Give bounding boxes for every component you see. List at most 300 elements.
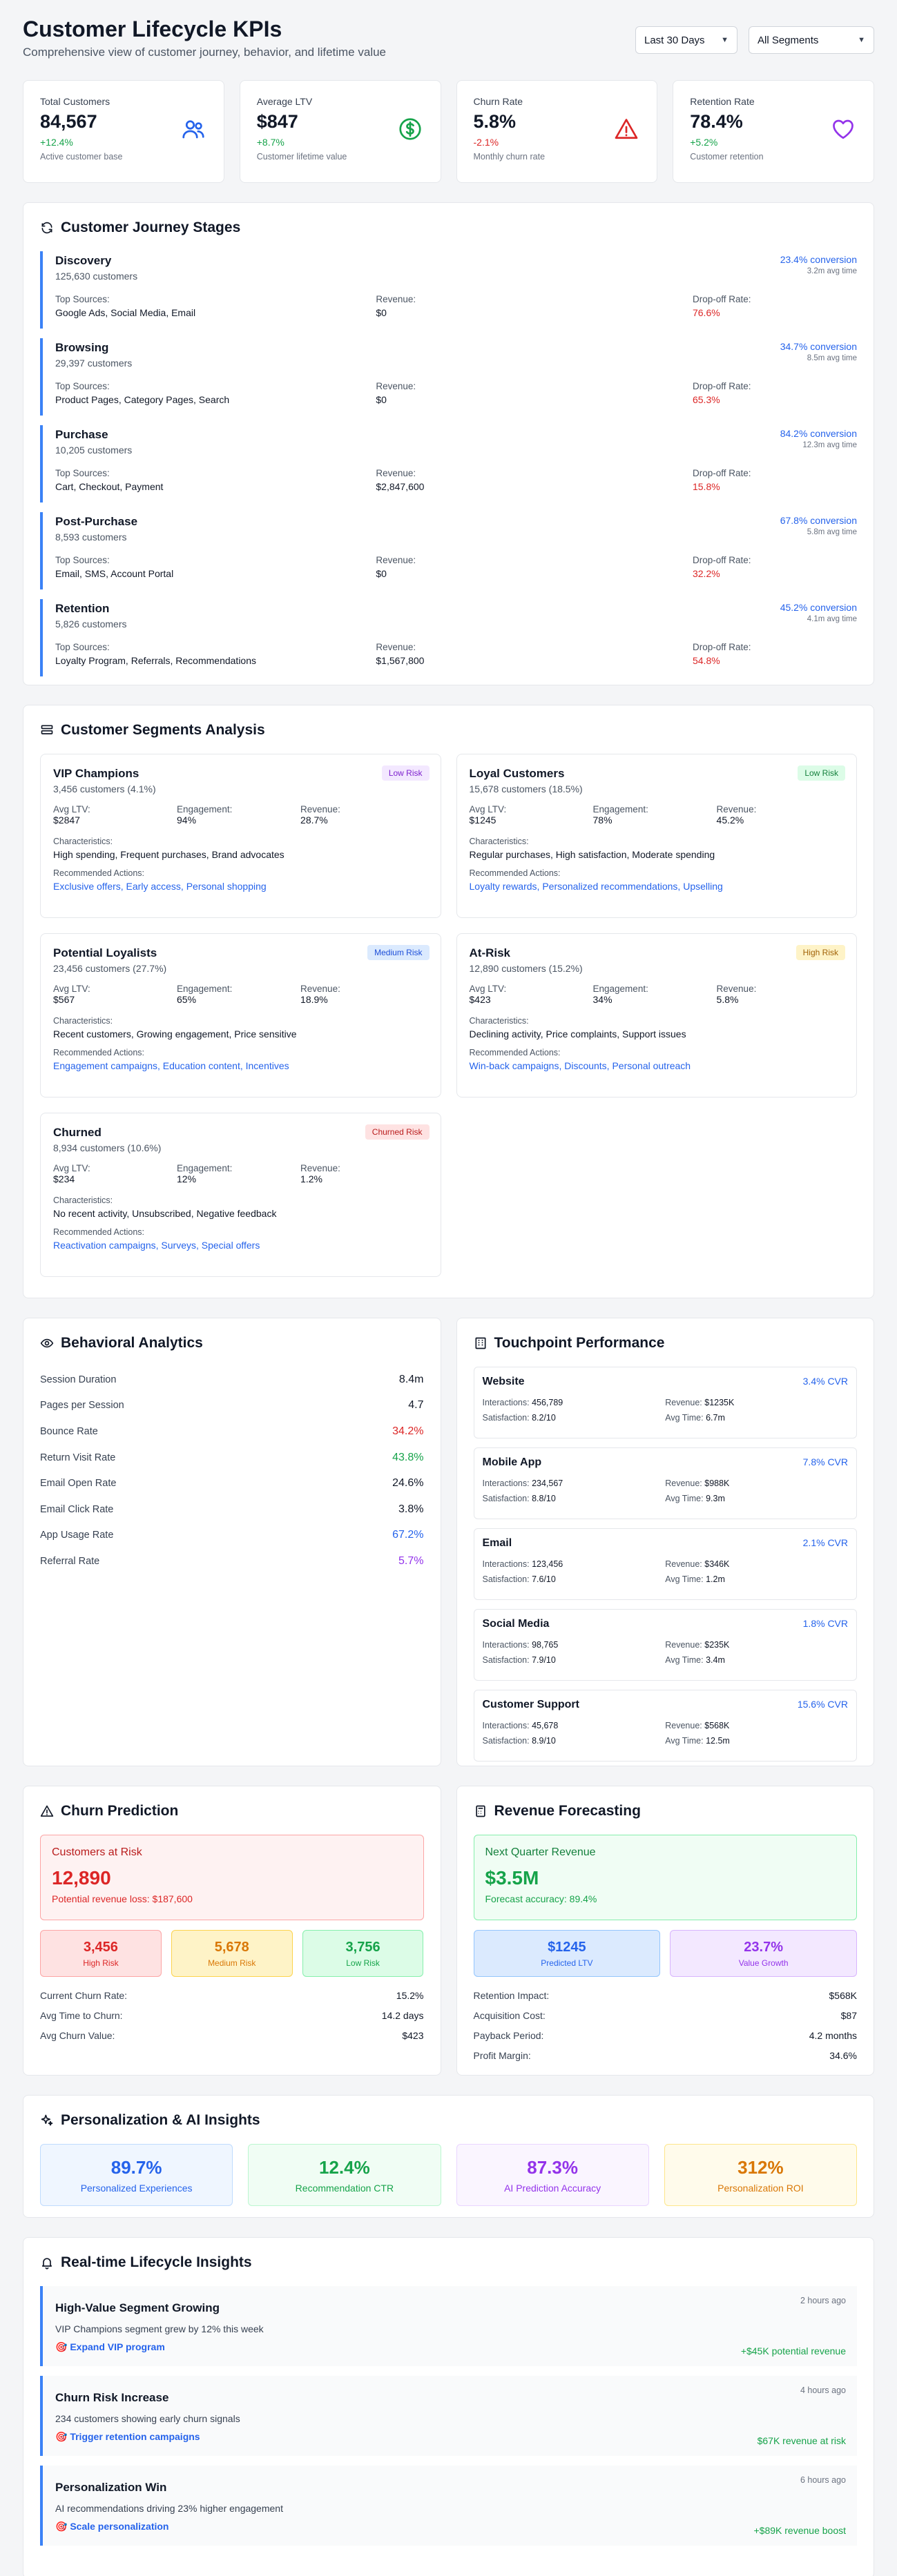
insight-card (40, 2286, 857, 2366)
stage-conversion (780, 515, 857, 536)
stage-sources (55, 555, 376, 579)
avg-time: 5.8m avg time (807, 528, 857, 536)
conversion-rate: 23.4% conversion (780, 254, 857, 265)
behavior-title: Behavioral Analytics (61, 1335, 203, 1351)
touchpoint-metrics (483, 1398, 849, 1423)
kpi-value: 84,567 (40, 111, 97, 132)
kpi-card-total-customers (23, 80, 224, 183)
behavior-label: Bounce Rate (40, 1425, 98, 1437)
tile-label: Value Growth (738, 1958, 789, 1968)
revenue-value: 1.2% (300, 1173, 322, 1184)
insight-impact: +$45K potential revenue (740, 2345, 846, 2357)
refresh-icon (40, 221, 54, 235)
touchpoint-avg-time (665, 1413, 848, 1423)
segment-name: Churned (53, 1126, 102, 1139)
dropoff-value: 32.2% (692, 568, 720, 579)
page-subtitle: Comprehensive view of customer journey, behavior, and lifetime value (23, 46, 387, 59)
segment-revenue (300, 1163, 424, 1184)
revenue-value: $1,567,800 (376, 655, 425, 666)
tile-label: Personalization ROI (717, 2182, 804, 2194)
behavior-value: 67.2% (392, 1529, 424, 1541)
engagement-label: Engagement: (177, 1163, 233, 1173)
dropoff-value: 15.8% (692, 481, 720, 492)
revenue-label: Revenue: (300, 1163, 340, 1173)
personalization-section-title (40, 2112, 857, 2129)
recommended-actions[interactable]: Exclusive offers, Early access, Personal shopping (53, 881, 267, 892)
satisfaction-value: 8.8/10 (532, 1494, 556, 1503)
dropoff-value: 65.3% (692, 394, 720, 405)
conversion-rate: 34.7% conversion (780, 341, 857, 352)
behavior-value: 8.4m (398, 1373, 424, 1385)
satisfaction-label: Satisfaction: (482, 1655, 530, 1665)
stage-metrics (55, 642, 857, 666)
tile-value: $1245 (548, 1939, 586, 1955)
segment-metrics (53, 1163, 428, 1184)
calculator-icon (474, 1804, 488, 1818)
insight-description: 234 customers showing early churn signals (55, 2413, 240, 2424)
touchpoint-metrics (483, 1559, 849, 1584)
stat-label: Acquisition Cost: (473, 2009, 546, 2021)
sources-value: Loyalty Program, Referrals, Recommendations (55, 655, 257, 666)
insight-impact: $67K revenue at risk (757, 2435, 846, 2446)
segment-count: 12,890 customers (15.2%) (469, 963, 583, 974)
insight-card (40, 2466, 857, 2546)
value-growth-tile (670, 1930, 857, 1977)
conversion-rate: 84.2% conversion (780, 428, 857, 439)
touchpoint-cvr: 7.8% CVR (802, 1456, 848, 1467)
insight-time: 2 hours ago (800, 2296, 846, 2305)
stage-sources (55, 468, 376, 492)
behavior-value: 24.6% (392, 1477, 424, 1490)
engagement-label: Engagement: (177, 984, 233, 994)
tile-value: 3,756 (345, 1939, 380, 1955)
satisfaction-value: 7.9/10 (532, 1655, 556, 1665)
insight-card (40, 2376, 857, 2456)
characteristics-value: High spending, Frequent purchases, Brand advocates (53, 849, 284, 860)
journey-stage-retention (40, 599, 857, 676)
sources-value: Google Ads, Social Media, Email (55, 307, 196, 318)
avg-time-value: 9.3m (706, 1494, 725, 1503)
ltv-label: Avg LTV: (469, 984, 507, 994)
tile-label: High Risk (83, 1958, 119, 1968)
segment-grid (40, 754, 857, 1277)
insight-impact: +$89K revenue boost (753, 2525, 846, 2536)
behavior-list (40, 1367, 424, 1574)
dropoff-label: Drop-off Rate: (692, 381, 751, 391)
stat-value: $87 (840, 2009, 857, 2021)
stat-label: Avg Time to Churn: (40, 2009, 123, 2021)
behavior-row (40, 1496, 424, 1523)
tile-value: 3,456 (83, 1939, 118, 1955)
kpi-value: 5.8% (473, 111, 517, 132)
segment-ltv (53, 984, 177, 1005)
behavior-value: 5.7% (398, 1554, 424, 1567)
revenue-label: Revenue: (665, 1721, 702, 1730)
period-select[interactable] (635, 26, 737, 54)
insight-description: AI recommendations driving 23% higher engagement (55, 2503, 283, 2514)
behavior-row (40, 1445, 424, 1471)
engagement-label: Engagement: (177, 804, 233, 814)
chevron-down-icon: ▼ (858, 36, 865, 44)
behavior-label: Referral Rate (40, 1555, 100, 1567)
interactions-label: Interactions: (482, 1398, 530, 1407)
recommended-actions[interactable]: Loyalty rewards, Personalized recommendations, Upselling (469, 881, 723, 892)
behavior-section-title (40, 1335, 424, 1352)
stage-revenue (376, 642, 693, 666)
segment-engagement (593, 984, 717, 1005)
predicted-ltv-tile (474, 1930, 661, 1977)
segment-metrics (53, 984, 428, 1005)
stage-dropoff (693, 642, 751, 666)
stat-row (474, 1985, 858, 2005)
kpi-change: -2.1% (473, 137, 499, 148)
stat-label: Avg Churn Value: (40, 2029, 115, 2041)
insight-title: Personalization Win (55, 2481, 167, 2494)
stage-customers: 29,397 customers (55, 358, 133, 369)
segment-select-value: All Segments (758, 34, 819, 46)
revenue-value: $235K (704, 1640, 730, 1650)
insight-action-label: Expand VIP program (70, 2341, 165, 2352)
behavior-touchpoint-row (23, 1318, 874, 1766)
ltv-label: Avg LTV: (53, 804, 90, 814)
insight-action-link[interactable] (55, 2521, 846, 2533)
revenue-label: Revenue: (376, 381, 416, 391)
segment-metrics (470, 804, 845, 826)
page-title: Customer Lifecycle KPIs (23, 17, 282, 41)
segment-engagement (177, 984, 300, 1005)
touchpoint-title: Touchpoint Performance (494, 1335, 665, 1351)
interactions-value: 98,765 (532, 1640, 559, 1650)
ltv-label: Avg LTV: (53, 984, 90, 994)
revenue-label: Revenue: (665, 1398, 702, 1407)
characteristics-value: Declining activity, Price complaints, Support issues (469, 1028, 686, 1040)
tile-value: 5,678 (214, 1939, 249, 1955)
touchpoint-interactions (483, 1721, 666, 1730)
kpi-change: +5.2% (690, 137, 718, 148)
touchpoint-satisfaction (483, 1574, 666, 1584)
touchpoint-satisfaction (483, 1494, 666, 1503)
characteristics-label: Characteristics: (53, 1196, 113, 1205)
risk-tiles (40, 1930, 424, 1977)
segment-ltv (470, 984, 593, 1005)
segment-name: VIP Champions (53, 767, 139, 780)
segment-engagement (177, 1163, 300, 1184)
personalized-experiences-tile (40, 2144, 233, 2206)
forecast-accuracy: Forecast accuracy: 89.4% (485, 1893, 597, 1904)
target-icon: 🎯 (55, 2521, 70, 2532)
stage-metrics (55, 381, 857, 405)
segment-metrics (470, 984, 845, 1005)
stage-conversion (780, 428, 857, 449)
touchpoint-cvr: 15.6% CVR (797, 1699, 848, 1710)
stat-value: 34.6% (829, 2049, 857, 2061)
kpi-label: Retention Rate (690, 96, 755, 107)
stat-value: $423 (402, 2029, 424, 2041)
at-risk-box (40, 1835, 424, 1920)
behavior-label: Email Open Rate (40, 1478, 117, 1490)
characteristics-label: Characteristics: (469, 1016, 529, 1026)
touchpoint-metrics (483, 1640, 849, 1665)
tile-value: 87.3% (527, 2156, 578, 2178)
journey-stage-browsing (40, 338, 857, 416)
risk-badge: High Risk (796, 945, 845, 960)
insight-time: 6 hours ago (800, 2475, 846, 2485)
segments-section (23, 705, 874, 1298)
touchpoint-satisfaction (483, 1655, 666, 1665)
touchpoint-interactions (483, 1398, 666, 1407)
eye-icon (40, 1336, 54, 1350)
tile-label: Predicted LTV (541, 1958, 593, 1968)
sparkles-icon (40, 2114, 54, 2127)
recommended-actions[interactable]: Reactivation campaigns, Surveys, Special offers (53, 1240, 260, 1251)
satisfaction-label: Satisfaction: (482, 1413, 530, 1423)
dropoff-value: 76.6% (692, 307, 720, 318)
recommended-actions[interactable]: Win-back campaigns, Discounts, Personal outreach (469, 1060, 691, 1071)
segment-name: Potential Loyalists (53, 946, 157, 959)
segment-select[interactable] (749, 26, 874, 54)
revenue-value: 5.8% (716, 994, 739, 1005)
stage-customers: 5,826 customers (55, 618, 127, 630)
behavior-row (40, 1470, 424, 1496)
forecast-section (456, 1786, 875, 2076)
insight-action-link[interactable] (55, 2341, 846, 2353)
satisfaction-value: 8.9/10 (532, 1736, 556, 1746)
tile-label: Recommendation CTR (295, 2182, 394, 2194)
stage-metrics (55, 555, 857, 579)
sources-label: Top Sources: (55, 555, 110, 565)
stage-sources (55, 294, 376, 318)
page-header (23, 0, 874, 80)
segment-revenue (717, 984, 840, 1005)
dropoff-value: 54.8% (692, 655, 720, 666)
touchpoint-cvr: 3.4% CVR (802, 1376, 848, 1387)
stat-value: 14.2 days (381, 2009, 424, 2021)
stage-name: Post-Purchase (55, 515, 138, 528)
stage-revenue (376, 381, 693, 405)
segment-revenue (300, 804, 424, 826)
revenue-value: $1235K (704, 1398, 735, 1407)
segment-count: 3,456 customers (4.1%) (53, 783, 156, 794)
dropoff-label: Drop-off Rate: (692, 642, 751, 652)
satisfaction-label: Satisfaction: (482, 1494, 530, 1503)
revenue-value: $2,847,600 (376, 481, 425, 492)
forecast-stats (474, 1985, 858, 2065)
tile-label: AI Prediction Accuracy (504, 2182, 601, 2194)
tile-label: Low Risk (346, 1958, 380, 1968)
engagement-value: 12% (177, 1173, 197, 1184)
kpi-label: Churn Rate (473, 96, 523, 107)
segment-name: At-Risk (469, 946, 511, 959)
personalization-section (23, 2095, 874, 2218)
touchpoint-card-social-media (474, 1609, 858, 1681)
risk-badge: Low Risk (798, 765, 845, 781)
revenue-value: $568K (704, 1721, 730, 1730)
behavior-value: 3.8% (398, 1503, 424, 1515)
stage-revenue (376, 468, 693, 492)
segment-name: Loyal Customers (469, 767, 565, 780)
behavior-label: Session Duration (40, 1374, 117, 1385)
stat-value: $568K (829, 1989, 857, 2001)
stat-row (474, 2045, 858, 2065)
touchpoint-revenue (665, 1398, 848, 1407)
segment-revenue (300, 984, 424, 1005)
kpi-value: 78.4% (690, 111, 743, 132)
touchpoint-avg-time (665, 1494, 848, 1503)
avg-time-value: 3.4m (706, 1655, 725, 1665)
tile-label: Personalized Experiences (80, 2182, 193, 2194)
revenue-value: 18.9% (300, 994, 328, 1005)
behavior-row (40, 1523, 424, 1549)
avg-time-value: 6.7m (706, 1413, 725, 1423)
at-risk-label: Customers at Risk (52, 1846, 142, 1858)
forecast-title: Revenue Forecasting (494, 1803, 641, 1819)
next-quarter-value: $3.5M (485, 1867, 539, 1889)
interactions-label: Interactions: (482, 1721, 530, 1730)
kpi-card-average-ltv (240, 80, 441, 183)
journey-title: Customer Journey Stages (61, 219, 241, 235)
touchpoint-name: Website (482, 1376, 525, 1387)
touchpoint-cvr: 1.8% CVR (802, 1618, 848, 1629)
touchpoint-name: Social Media (482, 1618, 550, 1630)
stat-label: Payback Period: (473, 2029, 544, 2041)
forecast-tiles (474, 1930, 858, 1977)
behavior-label: Pages per Session (40, 1400, 124, 1412)
sources-label: Top Sources: (55, 468, 110, 478)
stat-row (474, 2025, 858, 2045)
interactions-label: Interactions: (482, 1640, 530, 1650)
avg-time-label: Avg Time: (665, 1736, 704, 1746)
satisfaction-value: 7.6/10 (532, 1574, 556, 1584)
dropoff-label: Drop-off Rate: (692, 555, 751, 565)
revenue-label: Revenue: (665, 1559, 702, 1569)
target-icon: 🎯 (55, 2341, 70, 2352)
engagement-label: Engagement: (592, 804, 648, 814)
insight-action-link[interactable] (55, 2431, 846, 2443)
touchpoint-avg-time (665, 1736, 848, 1746)
risk-badge: Medium Risk (367, 945, 429, 960)
touchpoint-revenue (665, 1640, 848, 1650)
stage-dropoff (693, 468, 751, 492)
stage-customers: 125,630 customers (55, 271, 138, 282)
touchpoint-name: Email (482, 1537, 512, 1549)
engagement-value: 65% (177, 994, 197, 1005)
actions-label: Recommended Actions: (53, 1048, 145, 1057)
avg-time: 4.1m avg time (807, 615, 857, 623)
behavior-row (40, 1548, 424, 1574)
kpi-label: Total Customers (40, 96, 110, 107)
journey-stage-discovery (40, 251, 857, 329)
behavior-row (40, 1393, 424, 1419)
touchpoint-card-customer-support (474, 1690, 858, 1762)
tile-label: Medium Risk (208, 1958, 256, 1968)
churn-stats (40, 1985, 424, 2045)
conversion-rate: 45.2% conversion (780, 602, 857, 613)
interactions-label: Interactions: (482, 1559, 530, 1569)
stage-dropoff (693, 381, 751, 405)
behavior-label: Email Click Rate (40, 1503, 114, 1515)
stat-label: Profit Margin: (473, 2049, 531, 2061)
risk-badge: Churned Risk (365, 1124, 430, 1140)
journey-stages (40, 251, 857, 676)
segment-ltv (53, 1163, 177, 1184)
recommendation-ctr-tile (248, 2144, 441, 2206)
sources-label: Top Sources: (55, 294, 110, 304)
stage-conversion (780, 254, 857, 275)
engagement-value: 94% (177, 814, 197, 826)
sources-value: Email, SMS, Account Portal (55, 568, 174, 579)
behavior-value: 34.2% (392, 1425, 424, 1437)
touchpoint-section-title (474, 1335, 858, 1352)
insight-title: Churn Risk Increase (55, 2391, 169, 2404)
ltv-value: $567 (53, 994, 75, 1005)
behavior-value: 43.8% (392, 1451, 424, 1463)
behavior-section (23, 1318, 441, 1766)
satisfaction-value: 8.2/10 (532, 1413, 556, 1423)
revenue-label: Revenue: (300, 804, 340, 814)
personalization-roi-tile (664, 2144, 857, 2206)
kpi-subtext: Customer lifetime value (256, 152, 347, 162)
touchpoint-name: Customer Support (482, 1699, 579, 1710)
sources-label: Top Sources: (55, 642, 110, 652)
revenue-label: Revenue: (300, 984, 340, 994)
ltv-value: $1245 (469, 814, 496, 826)
segment-count: 15,678 customers (18.5%) (469, 783, 583, 794)
segment-card-loyal-customers (456, 754, 858, 918)
revenue-label: Revenue: (665, 1479, 702, 1488)
kpi-change: +8.7% (256, 137, 284, 148)
revenue-value: $0 (376, 568, 387, 579)
touchpoint-interactions (483, 1559, 666, 1569)
stage-name: Retention (55, 602, 110, 615)
touchpoint-metrics (483, 1479, 849, 1503)
forecast-section-title (474, 1803, 858, 1819)
touchpoint-avg-time (665, 1655, 848, 1665)
segments-section-title (40, 722, 857, 739)
kpi-card-retention-rate (673, 80, 874, 183)
stage-customers: 8,593 customers (55, 531, 127, 543)
kpi-subtext: Monthly churn rate (473, 152, 546, 162)
kpi-change: +12.4% (40, 137, 73, 148)
stat-row (40, 1985, 424, 2005)
kpi-subtext: Customer retention (690, 152, 764, 162)
building-icon (474, 1336, 488, 1350)
users-icon (181, 117, 206, 142)
touchpoint-revenue (665, 1479, 848, 1488)
tile-value: 89.7% (110, 2156, 162, 2178)
dropoff-label: Drop-off Rate: (692, 294, 751, 304)
recommended-actions[interactable]: Engagement campaigns, Education content, Incentives (53, 1060, 289, 1071)
actions-label: Recommended Actions: (469, 868, 561, 878)
segment-metrics (53, 804, 428, 826)
kpi-card-churn-rate (456, 80, 658, 183)
revenue-value: 45.2% (716, 814, 744, 826)
stage-sources (55, 642, 376, 666)
stage-conversion (780, 341, 857, 362)
characteristics-label: Characteristics: (53, 1016, 113, 1026)
kpi-value: $847 (256, 111, 298, 132)
insights-section-title (40, 2254, 857, 2271)
stage-name: Browsing (55, 341, 109, 354)
insight-action-label: Scale personalization (70, 2521, 169, 2532)
revenue-label: Revenue: (376, 468, 416, 478)
personalization-title: Personalization & AI Insights (61, 2112, 260, 2128)
segment-card-potential-loyalists (40, 933, 441, 1097)
revenue-value: $0 (376, 307, 387, 318)
churn-section-title (40, 1803, 424, 1819)
touchpoint-list (474, 1367, 858, 1762)
journey-stage-post-purchase (40, 512, 857, 589)
touchpoint-revenue (665, 1721, 848, 1730)
